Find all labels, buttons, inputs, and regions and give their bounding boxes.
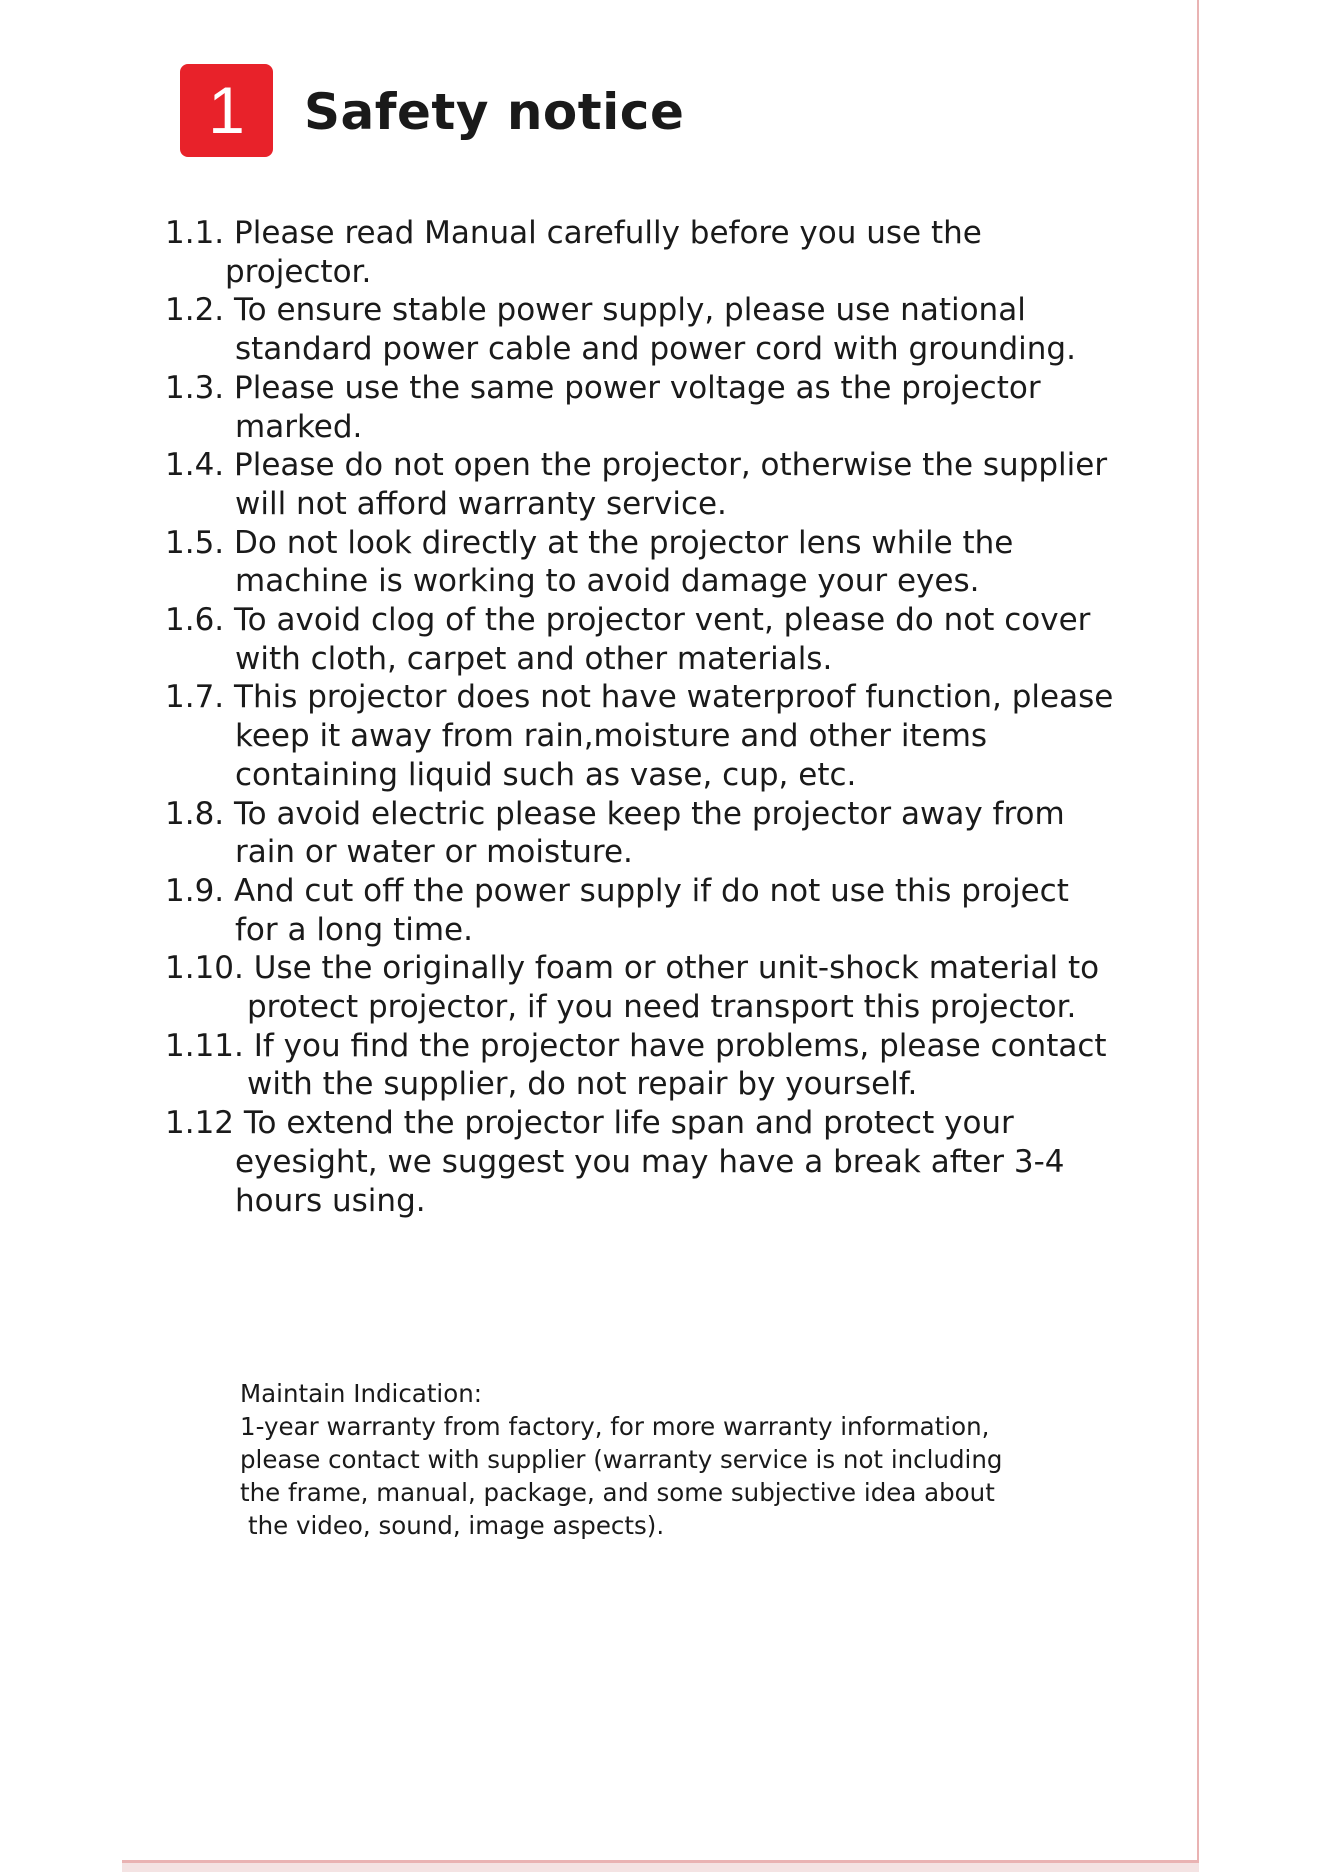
notice-text: protect projector, if you need transport this projector.: [247, 989, 1077, 1026]
notice-text: And cut off the power supply if do not use this project: [234, 872, 1069, 909]
maintain-text: the frame, manual, package, and some subjective idea about: [240, 1478, 995, 1507]
notice-text: projector.: [225, 253, 372, 290]
notice-number: 1.9.: [165, 872, 225, 909]
notice-item-1-8: [165, 795, 1175, 872]
notice-number: 1.10.: [165, 950, 244, 987]
notice-number: 1.2.: [165, 292, 225, 329]
notice-item-1-10: [165, 949, 1175, 1026]
notice-number: 1.11.: [165, 1027, 244, 1064]
notice-number: 1.3.: [165, 369, 225, 406]
maintain-indication: [240, 1377, 1140, 1542]
notice-text: This projector does not have waterproof function, please: [234, 679, 1114, 716]
notice-text: for a long time.: [235, 911, 473, 948]
notice-text: If you find the projector have problems, please contact: [253, 1027, 1107, 1064]
safety-notice-list: [165, 214, 1175, 1220]
notice-text: containing liquid such as vase, cup, etc.: [235, 756, 857, 793]
notice-number: 1.5.: [165, 524, 225, 561]
notice-item-1-11: [165, 1027, 1175, 1104]
notice-number: 1.12: [165, 1105, 235, 1142]
notice-item-1-9: [165, 872, 1175, 949]
notice-item-1-6: [165, 601, 1175, 678]
maintain-text: 1-year warranty from factory, for more warranty information,: [240, 1412, 990, 1441]
notice-text: marked.: [235, 408, 363, 445]
notice-number: 1.1.: [165, 215, 225, 251]
notice-text: with the supplier, do not repair by yourself.: [247, 1066, 918, 1103]
notice-number: 1.8.: [165, 795, 225, 832]
notice-text: To ensure stable power supply, please use national: [234, 292, 1026, 329]
notice-text: To avoid clog of the projector vent, please do not cover: [234, 602, 1091, 639]
notice-item-1-3: [165, 369, 1175, 446]
maintain-heading: Maintain Indication:: [240, 1379, 483, 1408]
notice-text: Please use the same power voltage as the projector: [234, 369, 1041, 406]
notice-item-1-7: [165, 678, 1175, 794]
notice-item-1-5: [165, 524, 1175, 601]
notice-number: 1.6.: [165, 602, 225, 639]
notice-number: 1.7.: [165, 679, 225, 716]
section-number-badge: 1: [180, 64, 273, 157]
notice-item-1-12: [165, 1104, 1175, 1220]
notice-text: hours using.: [235, 1182, 426, 1219]
maintain-text: please contact with supplier (warranty service is not including: [240, 1445, 1003, 1474]
maintain-text: the video, sound, image aspects).: [248, 1511, 665, 1540]
notice-text: To extend the projector life span and protect your: [243, 1105, 1014, 1142]
notice-text: with cloth, carpet and other materials.: [235, 640, 833, 677]
page-margin: [1199, 0, 1324, 1872]
page-edge-bottom-shadow: [122, 1863, 1199, 1872]
section-title: Safety notice: [304, 83, 685, 141]
notice-text: Do not look directly at the projector lens while the: [234, 524, 1014, 561]
notice-text: To avoid electric please keep the projector away from: [234, 795, 1065, 832]
notice-item-1-4: [165, 446, 1175, 523]
notice-text: keep it away from rain,moisture and other items: [235, 718, 988, 755]
page-edge-right: [1197, 0, 1199, 1860]
notice-text: Please do not open the projector, otherwise the supplier: [234, 447, 1108, 484]
notice-item-1-1: [165, 214, 1175, 291]
notice-text: Use the originally foam or other unit-shock material to: [253, 950, 1100, 987]
notice-text: eyesight, we suggest you may have a break after 3-4: [235, 1143, 1065, 1180]
notice-text: standard power cable and power cord with grounding.: [235, 331, 1076, 368]
notice-text: will not afford warranty service.: [235, 485, 727, 522]
notice-text: rain or water or moisture.: [235, 834, 633, 871]
notice-text: machine is working to avoid damage your eyes.: [235, 563, 980, 600]
notice-item-1-2: [165, 291, 1175, 368]
notice-text: Please read Manual carefully before you use the: [234, 215, 982, 251]
notice-number: 1.4.: [165, 447, 225, 484]
